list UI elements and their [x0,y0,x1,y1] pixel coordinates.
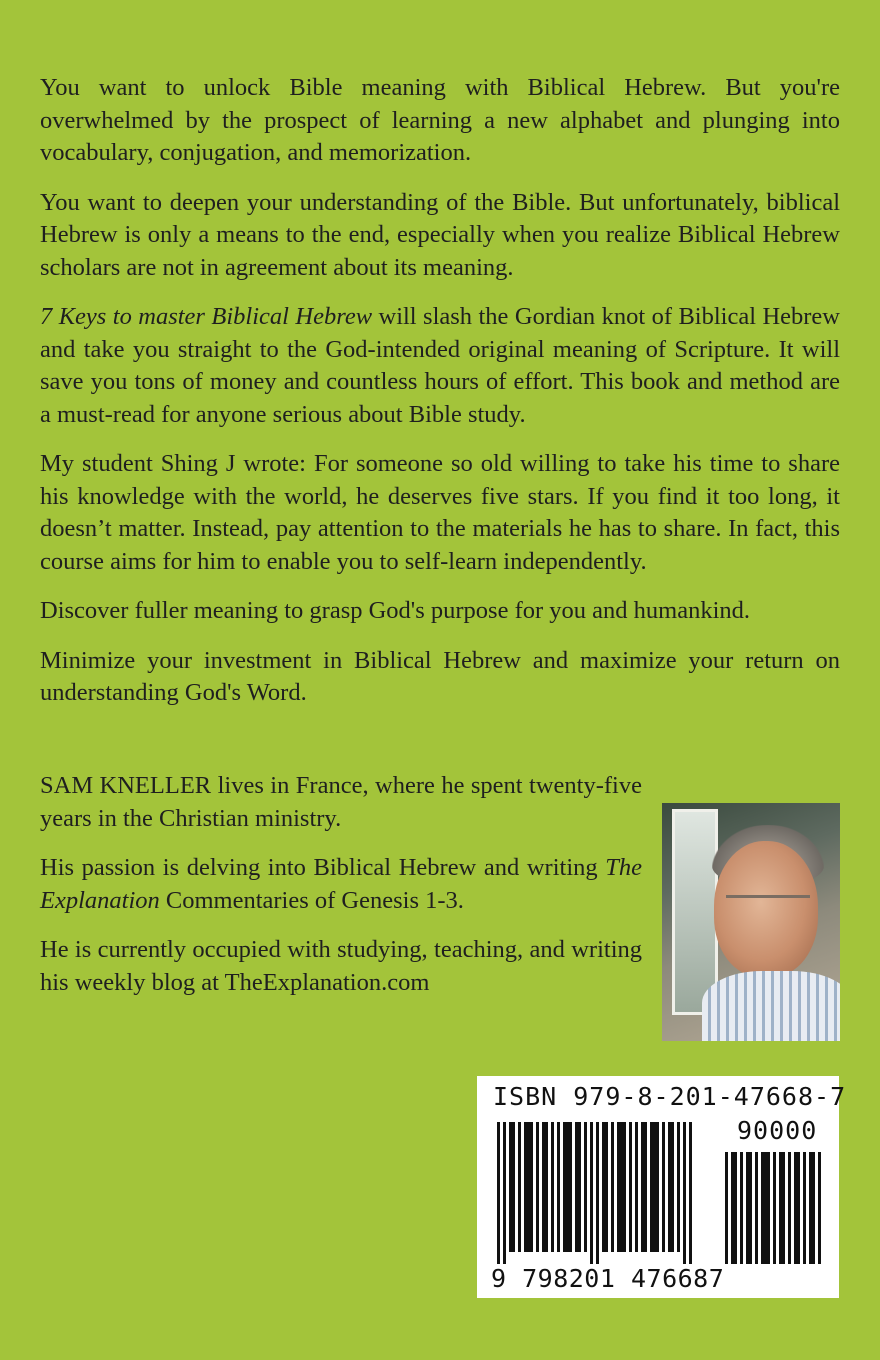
isbn-barcode [477,1076,847,1298]
blurb-paragraph-2: You want to deepen your understanding of the Bible. But unfortunately, biblical Hebrew is only a means to the end, especially when you realize Biblical Hebrew scholars are not in agreement about its meaning. [40,188,840,281]
blurb-paragraph-6: Minimize your investment in Biblical Hebrew and maximize your return on understanding God's Word. [40,646,840,706]
price-code: 90000 [737,1116,818,1145]
book-title: 7 Keys to master Biblical Hebrew [40,303,373,330]
addon-barcode-bars [725,1152,821,1264]
photo-shirt [702,971,840,1041]
blurb-paragraph-3 [40,301,840,431]
blurb-paragraph-4: My student Shing J wrote: For someone so old willing to take his time to share his knowledge with the world, he deserves five stars. If you find it too long, it doesn’t matter. Instead, pay attention to the materials he has to share. In fact, this course aims for him to enable you to self-learn independently. [40,450,840,575]
bio-paragraph-1: SAM KNELLER lives in France, where he spent twenty-five years in the Christian ministry. [40,772,642,832]
main-barcode-bars [497,1122,692,1264]
bio-paragraph-2-post: Commentaries of Genesis 1-3. [159,886,464,914]
blurb-paragraph-1: You want to unlock Bible meaning with Biblical Hebrew. But you're overwhelmed by the prospect of learning a new alphabet and plunging into vocabulary, conjugation, and memorization. [40,74,840,166]
author-photo [662,803,840,1041]
blurb-paragraph-3-text: will slash the Gordian knot of Biblical Hebrew and take you straight to the God-intended original meaning of Scripture. It will save you tons of money and countless hours of effort. This book and method are a must-read for anyone serious about Bible study. [40,303,840,428]
barcode-bars [497,1122,827,1264]
photo-window-background [672,809,718,1015]
back-cover-blurb [40,72,840,727]
isbn-label: ISBN 979-8-201-47668-7 [493,1082,847,1111]
author-bio [40,770,642,1016]
bio-paragraph-2 [40,852,642,917]
bio-paragraph-3: He is currently occupied with studying, teaching, and writing his weekly blog at TheExplanation.com [40,936,642,996]
bio-paragraph-2-pre: His passion is delving into Biblical Hebrew and writing [40,854,606,881]
commentary-title: The Explanation [40,854,642,914]
blurb-paragraph-5: Discover fuller meaning to grasp God's purpose for you and humankind. [40,597,750,624]
photo-glasses [726,895,810,922]
barcode-digits: 9 798201 476687 [491,1264,725,1293]
